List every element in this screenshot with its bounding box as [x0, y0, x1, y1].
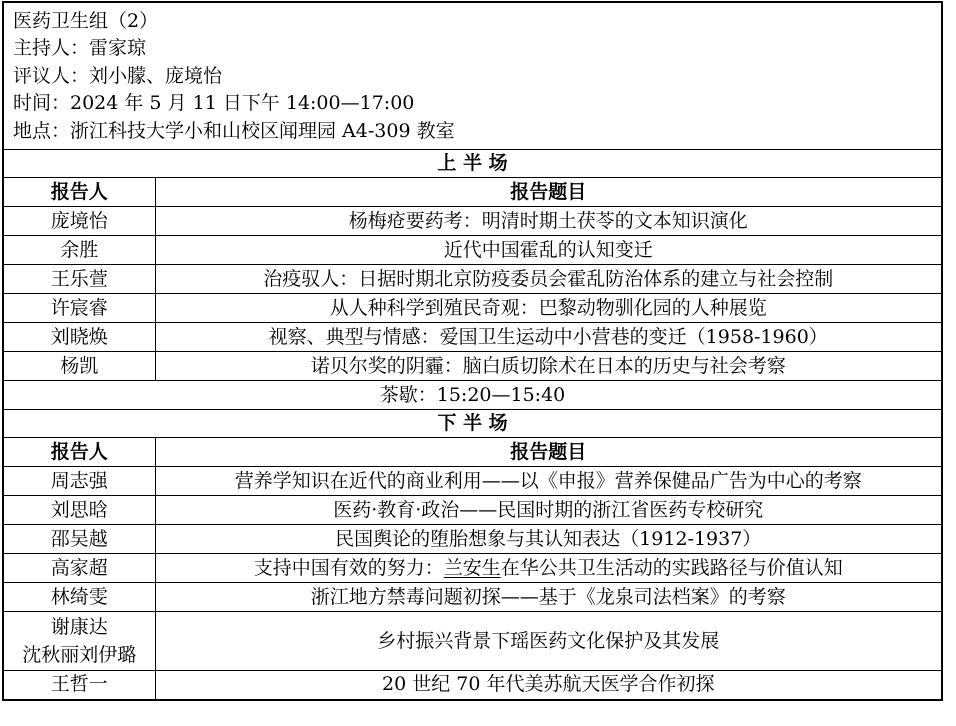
report-title — [155, 554, 942, 583]
table-row — [3, 496, 942, 525]
presenter-name: 邵吴越 — [3, 525, 155, 554]
group-title: 医药卫生组（2） — [13, 10, 159, 32]
presenter-name: 高家超 — [3, 554, 155, 583]
table-row — [3, 612, 942, 671]
first-half-column-header-row — [3, 178, 942, 207]
tea-break-row — [3, 381, 942, 410]
report-title: 诺贝尔奖的阴霾：脑白质切除术在日本的历史与社会考察 — [155, 352, 942, 381]
location-line: 地点：浙江科技大学小和山校区闻理园 A4-309 教室 — [13, 119, 455, 142]
report-title: 杨梅疮要药考：明清时期土茯苓的文本知识演化 — [155, 207, 942, 236]
report-title-segment: 支持中国有效的努力： — [253, 556, 444, 579]
first-half-section-label: 上 半 场 — [3, 150, 942, 178]
report-title: 民国舆论的堕胎想象与其认知表达（1912-1937） — [155, 525, 942, 554]
title-column-header: 报告题目 — [155, 438, 942, 467]
presenter-name: 周志强 — [3, 467, 155, 496]
host-line: 主持人：雷家琼 — [13, 37, 147, 60]
table-row — [3, 352, 942, 381]
report-title: 20 世纪 70 年代美苏航天医学合作初探 — [155, 671, 942, 700]
second-half-section-row — [3, 410, 942, 438]
session-program-table — [2, 1, 943, 701]
report-title-segment: 在华公共卫生活动的实践路径与价值认知 — [500, 556, 843, 579]
discussant-line: 评议人：刘小朦、庞境怡 — [13, 64, 223, 87]
table-row — [3, 525, 942, 554]
report-title: 从人种科学到殖民奇观：巴黎动物驯化园的人种展览 — [155, 294, 942, 323]
first-half-section-row — [3, 150, 942, 178]
presenter-name-group — [3, 612, 155, 671]
presenter-name: 刘晓焕 — [3, 323, 155, 352]
underlined-proper-noun: 兰安生 — [443, 556, 501, 579]
presenter-name: 王哲一 — [3, 671, 155, 700]
presenter-name: 杨凯 — [3, 352, 155, 381]
table-row — [3, 294, 942, 323]
table-row — [3, 554, 942, 583]
table-row — [3, 323, 942, 352]
report-title: 医药·教育·政治——民国时期的浙江省医药专校研究 — [155, 496, 942, 525]
table-row — [3, 671, 942, 700]
presenter-name: 刘思晗 — [3, 496, 155, 525]
presenter-name: 庞境怡 — [3, 207, 155, 236]
title-column-header: 报告题目 — [155, 178, 942, 207]
report-title: 近代中国霍乱的认知变迁 — [155, 236, 942, 265]
presenter-column-header: 报告人 — [3, 438, 155, 467]
report-title: 乡村振兴背景下瑶医药文化保护及其发展 — [155, 612, 942, 671]
presenter-name-line: 谢康达 — [50, 616, 108, 639]
second-half-section-label: 下 半 场 — [3, 410, 942, 438]
presenter-name-line: 沈秋丽刘伊璐 — [22, 644, 137, 667]
presenter-name: 许宸睿 — [3, 294, 155, 323]
second-half-column-header-row — [3, 438, 942, 467]
tea-break-label: 茶歇：15:20—15:40 — [3, 381, 942, 410]
time-line: 时间：2024 年 5 月 11 日下午 14:00—17:00 — [13, 92, 415, 115]
presenter-name: 余胜 — [3, 236, 155, 265]
report-title: 营养学知识在近代的商业利用——以《申报》营养保健品广告为中心的考察 — [155, 467, 942, 496]
session-info-row — [3, 2, 942, 150]
report-title: 治疫驭人：日据时期北京防疫委员会霍乱防治体系的建立与社会控制 — [155, 265, 942, 294]
report-title: 视察、典型与情感：爱国卫生运动中小营巷的变迁（1958-1960） — [155, 323, 942, 352]
table-row — [3, 236, 942, 265]
presenter-column-header: 报告人 — [3, 178, 155, 207]
presenter-name: 王乐萱 — [3, 265, 155, 294]
table-row — [3, 265, 942, 294]
table-row — [3, 467, 942, 496]
table-row — [3, 583, 942, 612]
table-row — [3, 207, 942, 236]
session-info-cell — [3, 2, 942, 150]
presenter-name: 林绮雯 — [3, 583, 155, 612]
report-title: 浙江地方禁毒问题初探——基于《龙泉司法档案》的考察 — [155, 583, 942, 612]
